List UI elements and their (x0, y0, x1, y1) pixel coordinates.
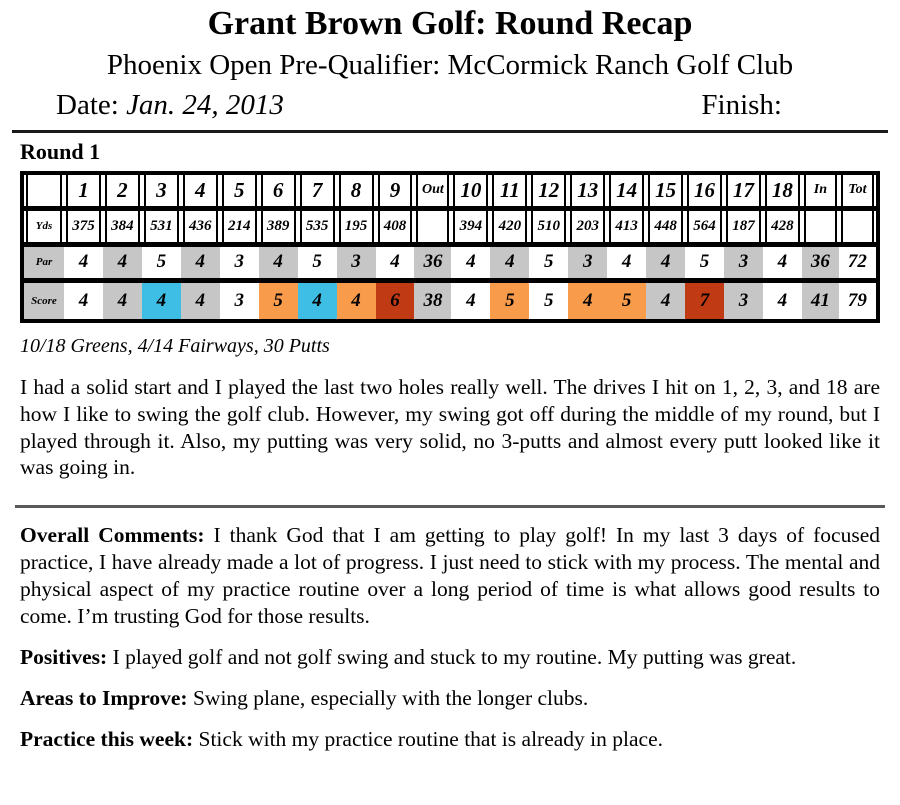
par-cell: 4 (607, 247, 646, 278)
yds-cell: 187 (724, 211, 763, 242)
hole-header-cell: 10 (451, 175, 490, 206)
hole-header-cell: 5 (220, 175, 259, 206)
score-cell: 6 (376, 283, 415, 319)
yds-cell: 384 (103, 211, 142, 242)
score-cell: 3 (220, 283, 259, 319)
par-cell: 5 (529, 247, 568, 278)
corner-cell (24, 175, 64, 206)
round-narrative: I had a solid start and I played the last two holes really well. The drives I hit on 1, 2, 3, and 18 are how I like to swing the golf club. However, my swing got off during the middle of my round, but I played through it. Also, my putting was very solid, no 3-putts and almost every putt looked like it was going in. (20, 374, 880, 480)
scorecard-par-row (24, 247, 876, 283)
comment-overall-label: Overall Comments: (20, 523, 205, 548)
par-cell: 4 (64, 247, 103, 278)
par-row-label: Par (24, 247, 64, 278)
comment-positives-label: Positives: (20, 644, 108, 669)
par-cell: 3 (724, 247, 763, 278)
yds-cell: 408 (376, 211, 415, 242)
section-divider (15, 505, 885, 508)
par-cell: 4 (763, 247, 802, 278)
par-cell: 4 (646, 247, 685, 278)
score-cell: 4 (298, 283, 337, 319)
yds-cell (802, 211, 839, 242)
hole-header-cell: Out (414, 175, 451, 206)
score-cell: 7 (685, 283, 724, 319)
par-cell: 4 (490, 247, 529, 278)
event-subtitle: Phoenix Open Pre-Qualifier: McCormick Ranch Golf Club (106, 49, 794, 82)
hole-header-cell: 6 (259, 175, 298, 206)
date-label: Date: (56, 88, 119, 121)
yds-cell: 394 (451, 211, 490, 242)
par-cell: 5 (685, 247, 724, 278)
date-value: Jan. 24, 2013 (126, 88, 284, 121)
date-finish-row (20, 89, 880, 122)
score-cell: 38 (414, 283, 451, 319)
scorecard-score-row (24, 283, 876, 319)
score-cell: 4 (142, 283, 181, 319)
round-title: Round 1 (20, 138, 101, 164)
header-divider (12, 130, 888, 133)
hole-header-cell: 16 (685, 175, 724, 206)
par-cell: 72 (839, 247, 876, 278)
comment-overall-text: I thank God that I am getting to play golf! In my last 3 days of focused practice, I have already made a lot of progress. I just need to stick with my process. The mental and physical aspect of my practice routine over a long period of time is what allows good results to come. I’m trusting God for those results. (20, 523, 880, 628)
yds-cell: 389 (259, 211, 298, 242)
par-cell: 3 (337, 247, 376, 278)
comment-areas-text: Swing plane, especially with the longer clubs. (187, 685, 589, 710)
par-cell: 36 (802, 247, 839, 278)
yds-cell: 428 (763, 211, 802, 242)
hole-header-cell: 11 (490, 175, 529, 206)
par-cell: 5 (142, 247, 181, 278)
yds-cell: 413 (607, 211, 646, 242)
hole-header-cell: 7 (298, 175, 337, 206)
yds-cell: 564 (685, 211, 724, 242)
scorecard-table (20, 171, 880, 323)
score-cell: 4 (568, 283, 607, 319)
date-field (56, 89, 284, 122)
hole-header-cell: 4 (181, 175, 220, 206)
score-cell: 3 (724, 283, 763, 319)
par-cell: 4 (181, 247, 220, 278)
par-cell: 4 (259, 247, 298, 278)
hole-header-cell: 2 (103, 175, 142, 206)
round-stats: 10/18 Greens, 4/14 Fairways, 30 Putts (20, 334, 330, 357)
par-cell: 4 (103, 247, 142, 278)
comment-areas-label: Areas to Improve: (20, 685, 188, 710)
comment-positives-text: I played golf and not golf swing and stuck to my routine. My putting was great. (107, 644, 797, 669)
score-cell: 5 (607, 283, 646, 319)
score-row-label: Score (24, 283, 64, 319)
hole-header-cell: 3 (142, 175, 181, 206)
comment-positives (20, 644, 880, 671)
score-cell: 4 (646, 283, 685, 319)
yds-cell: 420 (490, 211, 529, 242)
comment-areas-to-improve (20, 685, 880, 712)
hole-header-cell: 17 (724, 175, 763, 206)
par-cell: 36 (414, 247, 451, 278)
score-cell: 5 (490, 283, 529, 319)
score-cell: 4 (64, 283, 103, 319)
scorecard-yds-row (24, 211, 876, 247)
yds-row-label: Yds (24, 211, 64, 242)
hole-header-cell: 13 (568, 175, 607, 206)
score-cell: 4 (103, 283, 142, 319)
hole-header-cell: 18 (763, 175, 802, 206)
hole-header-cell: In (802, 175, 839, 206)
yds-cell (414, 211, 451, 242)
yds-cell: 436 (181, 211, 220, 242)
comment-practice-text: Stick with my practice routine that is already in place. (193, 726, 663, 751)
hole-header-cell: 14 (607, 175, 646, 206)
yds-cell: 531 (142, 211, 181, 242)
hole-header-cell: 15 (646, 175, 685, 206)
score-cell: 79 (839, 283, 876, 319)
score-cell: 4 (451, 283, 490, 319)
score-cell: 4 (181, 283, 220, 319)
par-cell: 3 (568, 247, 607, 278)
finish-label: Finish: (701, 88, 782, 121)
comment-overall (20, 522, 880, 630)
comment-practice-this-week (20, 726, 880, 753)
comment-practice-label: Practice this week: (20, 726, 194, 751)
yds-cell (839, 211, 876, 242)
score-cell: 41 (802, 283, 839, 319)
page-title: Grant Brown Golf: Round Recap (207, 5, 693, 42)
par-cell: 4 (451, 247, 490, 278)
par-cell: 3 (220, 247, 259, 278)
yds-cell: 535 (298, 211, 337, 242)
score-cell: 5 (529, 283, 568, 319)
yds-cell: 214 (220, 211, 259, 242)
hole-header-cell: 12 (529, 175, 568, 206)
yds-cell: 203 (568, 211, 607, 242)
hole-header-cell: Tot (839, 175, 876, 206)
par-cell: 4 (376, 247, 415, 278)
score-cell: 5 (259, 283, 298, 319)
scorecard-header-row (24, 175, 876, 211)
hole-header-cell: 9 (376, 175, 415, 206)
hole-header-cell: 1 (64, 175, 103, 206)
yds-cell: 195 (337, 211, 376, 242)
hole-header-cell: 8 (337, 175, 376, 206)
yds-cell: 375 (64, 211, 103, 242)
yds-cell: 510 (529, 211, 568, 242)
yds-cell: 448 (646, 211, 685, 242)
score-cell: 4 (763, 283, 802, 319)
score-cell: 4 (337, 283, 376, 319)
par-cell: 5 (298, 247, 337, 278)
